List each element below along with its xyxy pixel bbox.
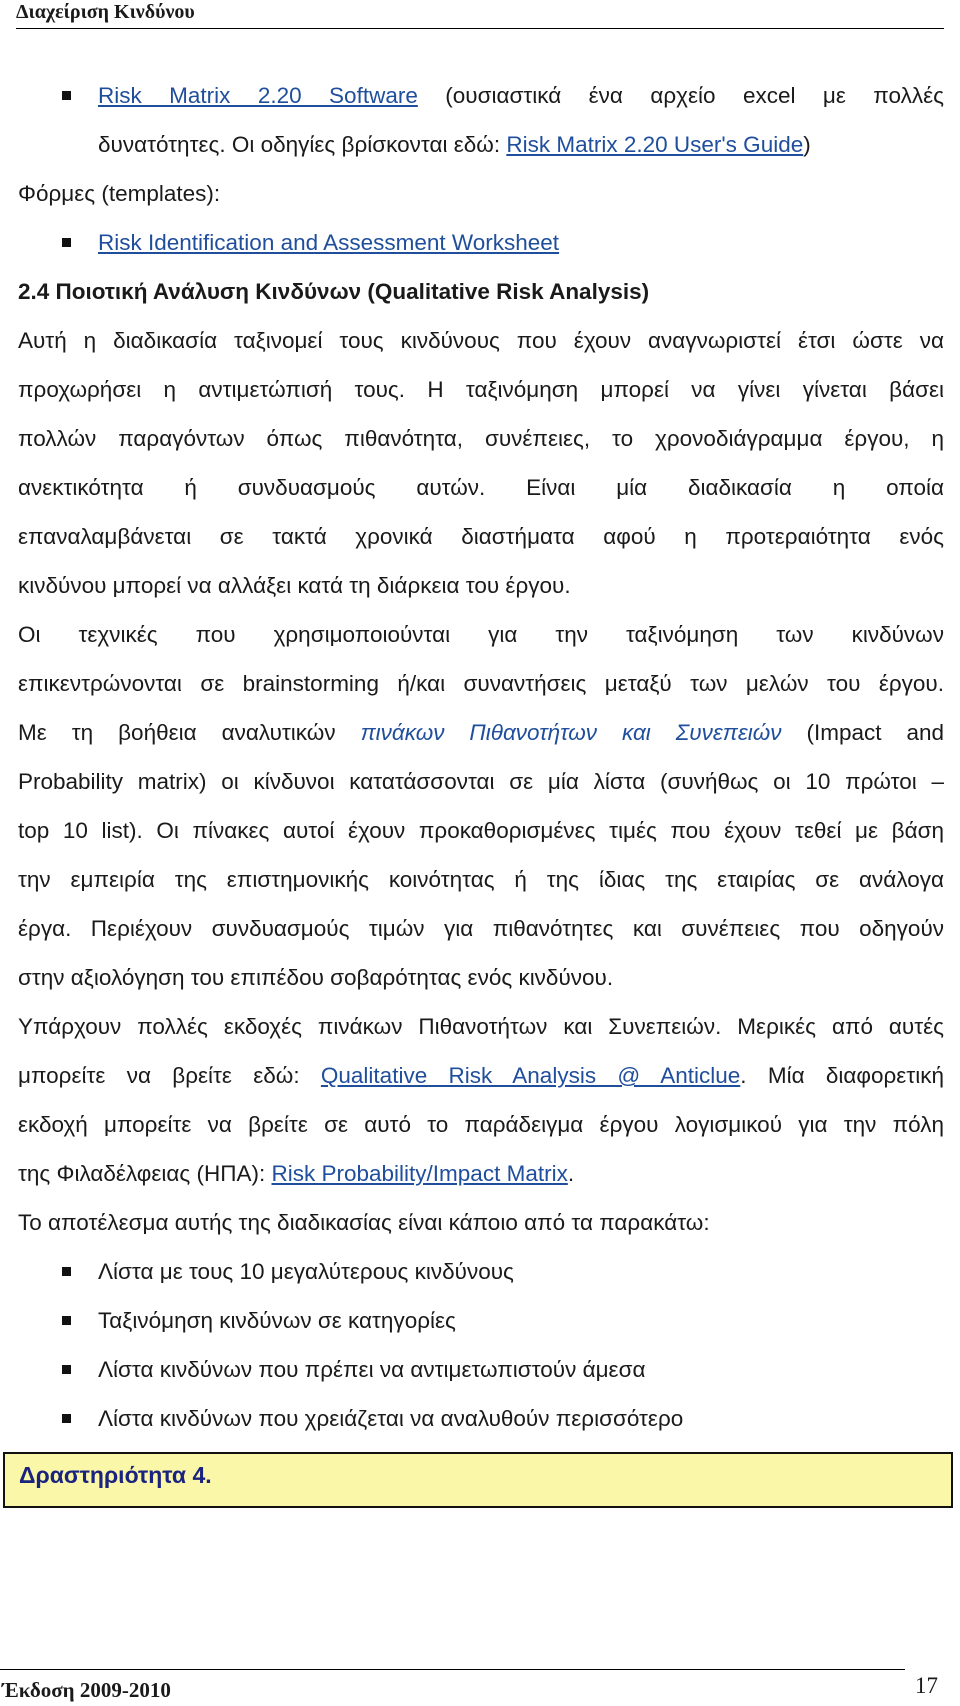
list-item-continuation: δυνατότητες. Οι οδηγίες βρίσκονται εδώ: Risk Matrix 2.20 User's Guide) xyxy=(98,132,811,157)
paragraph-line: προχωρήσει η αντιμετώπισή τους. Η ταξινόμηση μπορεί να γίνει γίνεται βάσει xyxy=(18,377,944,402)
list-item: Ταξινόμηση κινδύνων σε κατηγορίες xyxy=(18,1301,944,1350)
activity-label: Δραστηριότητα 4. xyxy=(19,1462,212,1488)
activity-callout xyxy=(3,1452,953,1508)
worksheet-link[interactable]: Risk Identification and Assessment Worksheet xyxy=(98,230,560,255)
templates-label: Φόρμες (templates): xyxy=(18,181,221,206)
paragraph-line: της Φιλαδέλφειας (ΗΠΑ): Risk Probability/Impact Matrix. xyxy=(18,1161,575,1186)
paragraph-line: εκδοχή μπορείτε να βρείτε σε αυτό το παράδειγμα έργου λογισμικού για την πόλη xyxy=(18,1112,944,1137)
paragraph-line: Αυτή η διαδικασία ταξινομεί τους κινδύνους που έχουν αναγνωριστεί έτσι ώστε να xyxy=(18,328,944,353)
footer-edition: Έκδοση 2009-2010 xyxy=(2,1678,171,1702)
paragraph-line: ανεκτικότητα ή συνδυασμούς αυτών. Είναι μία διαδικασία η οποία xyxy=(18,475,944,500)
paragraph-line: επικεντρώνονται σε brainstorming ή/και συναντήσεις μεταξύ των μελών του έργου. xyxy=(18,671,944,696)
paragraph-line: Με τη βοήθεια αναλυτικών πινάκων Πιθανοτήτων και Συνεπειών (Impact and xyxy=(18,720,944,745)
page-number: 17 xyxy=(915,1673,938,1698)
bullet-square-icon xyxy=(62,238,71,247)
bullet-square-icon xyxy=(62,1267,71,1276)
result-intro: Το αποτέλεσμα αυτής της διαδικασίας είναι κάποιο από τα παρακάτω: xyxy=(18,1210,710,1235)
header-title: Διαχείριση Κινδύνου xyxy=(16,1,195,23)
bullet-square-icon xyxy=(62,1365,71,1374)
section-heading: 2.4 Ποιοτική Ανάλυση Κινδύνων (Qualitative Risk Analysis) xyxy=(18,279,650,304)
list-item: Λίστα με τους 10 μεγαλύτερους κινδύνους xyxy=(18,1252,944,1301)
list-item: Λίστα κινδύνων που πρέπει να αντιμετωπιστούν άμεσα xyxy=(18,1350,944,1399)
paragraph-line: πολλών παραγόντων όπως πιθανότητα, συνέπειες, το χρονοδιάγραμμα έργου, η xyxy=(18,426,944,451)
bullet-square-icon xyxy=(62,91,71,100)
paragraph-line: Οι τεχνικές που χρησιμοποιούνται για την ταξινόμηση των κινδύνων xyxy=(18,622,944,647)
user-guide-link[interactable]: Risk Matrix 2.20 User's Guide xyxy=(506,132,804,157)
bullet-square-icon xyxy=(62,1316,71,1325)
paragraph-line: top 10 list). Οι πίνακες αυτοί έχουν προκαθορισμένες τιμές που έχουν τεθεί με βάση xyxy=(18,818,944,843)
risk-matrix-link[interactable]: Risk Matrix 2.20 Software xyxy=(98,83,418,108)
anticlue-link[interactable]: Qualitative Risk Analysis @ Anticlue xyxy=(320,1063,741,1088)
paragraph-line: Υπάρχουν πολλές εκδοχές πινάκων Πιθανοτήτων και Συνεπειών. Μερικές από αυτές xyxy=(18,1014,944,1039)
list-item xyxy=(18,223,944,272)
bullet-square-icon xyxy=(62,1414,71,1423)
paragraph-line: στην αξιολόγηση του επιπέδου σοβαρότητας ενός κινδύνου. xyxy=(18,965,614,990)
paragraph-line: έργα. Περιέχουν συνδυασμούς τιμών για πιθανότητες και συνέπειες που οδηγούν xyxy=(18,916,944,941)
paragraph-line: μπορείτε να βρείτε εδώ: Qualitative Risk Analysis @ Anticlue. Μία διαφορετική xyxy=(18,1063,944,1088)
paragraph-line: Probability matrix) οι κίνδυνοι κατατάσσονται σε μία λίστα (συνήθως οι 10 πρώτοι – xyxy=(18,769,944,794)
paragraph-line: επαναλαμβάνεται σε τακτά χρονικά διαστήματα αφού η προτεραιότητα ενός xyxy=(18,524,944,549)
list-item: Λίστα κινδύνων που χρειάζεται να αναλυθούν περισσότερο xyxy=(18,1399,944,1448)
list-item: Risk Matrix 2.20 Software (ουσιαστικά ένα αρχείο excel με πολλές xyxy=(18,76,944,125)
probability-impact-matrix-link[interactable]: Risk Probability/Impact Matrix xyxy=(271,1161,568,1186)
page-header xyxy=(16,0,944,29)
impact-probability-emphasis: πινάκων Πιθανοτήτων και Συνεπειών xyxy=(360,720,782,745)
footer-divider xyxy=(0,1669,905,1670)
document-body xyxy=(18,76,944,1448)
paragraph-line: κινδύνου μπορεί να αλλάξει κατά τη διάρκεια του έργου. xyxy=(18,573,571,598)
paragraph-line: την εμπειρία της επιστημονικής κοινότητας ή της ίδιας της εταιρίας σε ανάλογα xyxy=(18,867,944,892)
